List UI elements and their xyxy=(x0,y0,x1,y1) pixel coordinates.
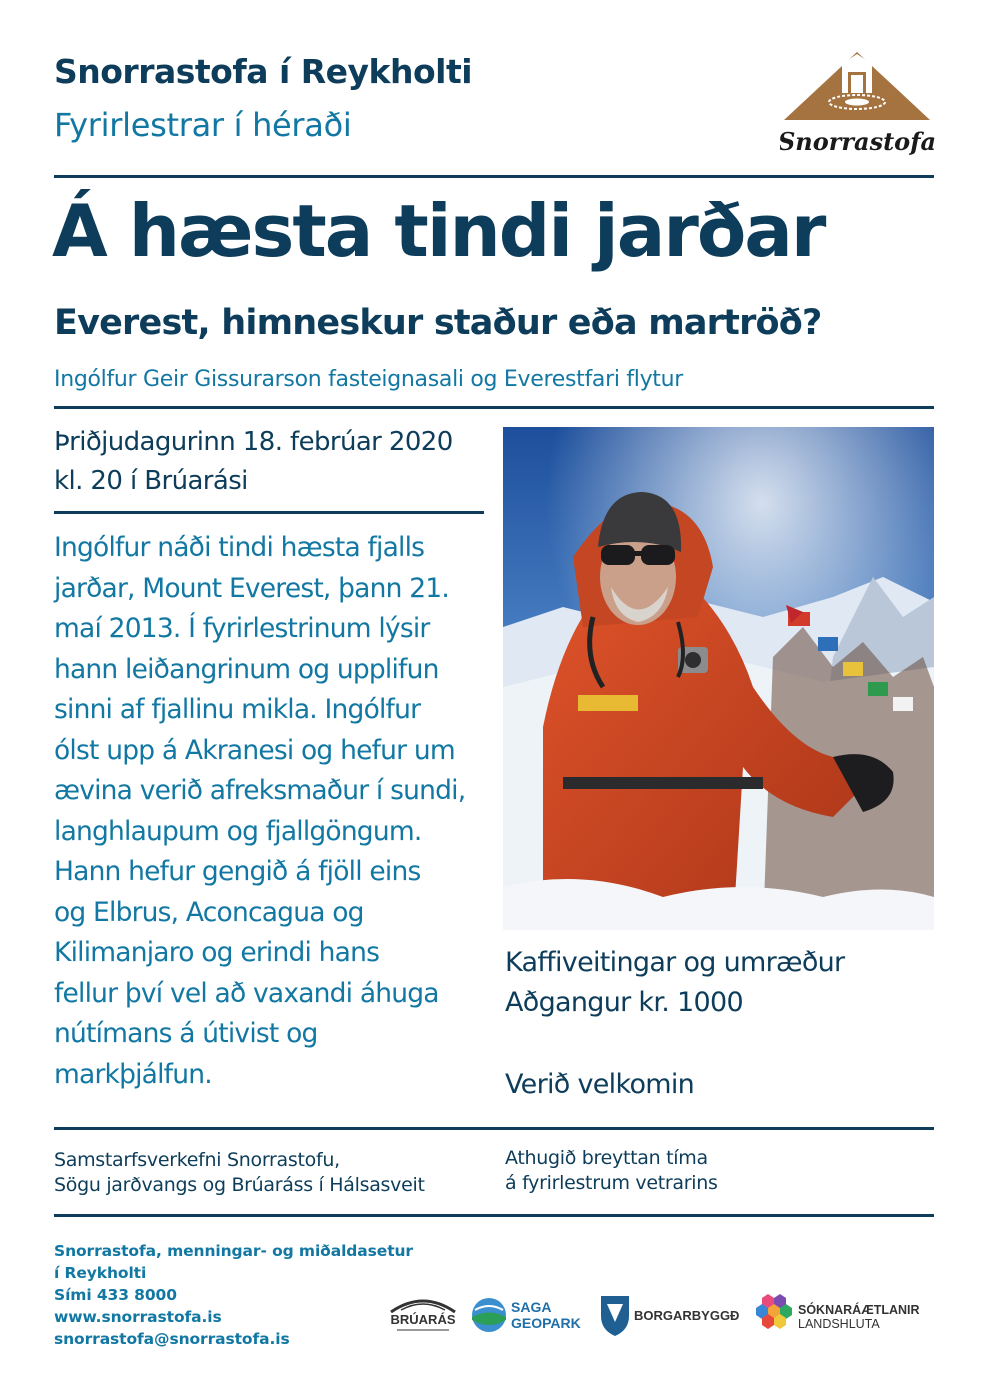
saga-geopark-logo xyxy=(471,1290,586,1340)
description-line: hann leiðangrinum og upplifun xyxy=(54,653,439,685)
event-speaker: Ingólfur Geir Gissurarson fasteignasali og Everestfari flytur xyxy=(54,367,684,392)
description-line: jarðar, Mount Everest, þann 21. xyxy=(54,572,449,604)
event-date: Þriðjudagurinn 18. febrúar 2020 xyxy=(54,427,453,457)
refreshments-text: Kaffiveitingar og umræður xyxy=(505,947,845,978)
description-line: ólst upp á Akranesi og hefur um xyxy=(54,734,455,766)
description-line: Kilimanjaro og erindi hans xyxy=(54,937,380,968)
description-line: nútímans á útivist og xyxy=(54,1018,318,1049)
description-line: Hann hefur gengið á fjöll eins xyxy=(54,856,421,887)
bruaras-text: BRÚARÁS xyxy=(390,1312,456,1327)
divider-top xyxy=(54,175,934,178)
contact-location: í Reykholti xyxy=(54,1264,147,1282)
description-line: markþjálfun. xyxy=(54,1058,212,1090)
logo-text: Snorrastofa xyxy=(780,127,935,156)
event-time-place: kl. 20 í Brúarási xyxy=(54,466,248,496)
welcome-text: Verið velkomin xyxy=(505,1069,695,1100)
divider-date xyxy=(54,511,484,514)
event-description xyxy=(54,528,500,1095)
divider-info xyxy=(54,1127,934,1130)
event-subtitle: Everest, himneskur staður eða martröð? xyxy=(54,303,822,343)
collaboration-text xyxy=(54,1148,425,1198)
divider-title xyxy=(54,406,934,409)
soknaraaetlanir-logo xyxy=(752,1290,936,1340)
org-subtitle: Fyrirlestrar í héraði xyxy=(54,106,352,144)
landshluta-text: LANDSHLUTA xyxy=(798,1317,880,1331)
description-line: ævina verið afreksmaður í sundi, xyxy=(54,775,466,806)
saga-text: SAGA xyxy=(511,1299,552,1315)
collab-line: Sögu jarðvangs og Brúaráss í Hálsasveit xyxy=(54,1174,425,1196)
contact-info xyxy=(54,1240,413,1350)
borgarbyggd-logo xyxy=(598,1290,743,1340)
contact-phone: Sími 433 8000 xyxy=(54,1286,177,1304)
description-line: og Elbrus, Aconcagua og xyxy=(54,896,364,928)
notice-line: á fyrirlestrum vetrarins xyxy=(505,1172,718,1194)
contact-org: Snorrastofa, menningar- og miðaldasetur xyxy=(54,1242,413,1260)
snorrastofa-logo xyxy=(780,50,935,160)
divider-footer xyxy=(54,1214,934,1217)
bruaras-logo xyxy=(383,1290,463,1340)
contact-email-link[interactable]: snorrastofa@snorrastofa.is xyxy=(54,1330,290,1348)
org-title: Snorrastofa í Reykholti xyxy=(54,52,473,91)
climber-photo xyxy=(503,427,934,930)
description-line: sinni af fjallinu mikla. Ingólfur xyxy=(54,694,421,725)
notice-line: Athugið breyttan tíma xyxy=(505,1147,708,1169)
schedule-notice xyxy=(505,1146,718,1196)
description-line: Ingólfur náði tindi hæsta fjalls xyxy=(54,532,425,563)
description-line: fellur því vel að vaxandi áhuga xyxy=(54,977,439,1009)
contact-website-link[interactable]: www.snorrastofa.is xyxy=(54,1308,222,1326)
geopark-text: GEOPARK xyxy=(511,1315,581,1331)
collab-line: Samstarfsverkefni Snorrastofu, xyxy=(54,1149,340,1171)
description-line: maí 2013. Í fyrirlestrinum lýsir xyxy=(54,613,430,644)
description-line: langhlaupum og fjallgöngum. xyxy=(54,815,422,847)
event-title: Á hæsta tindi jarðar xyxy=(52,189,825,273)
borgarbyggd-text: BORGARBYGGÐ xyxy=(634,1308,740,1323)
sokn-text: SÓKNARÁÆTLANIR xyxy=(798,1303,920,1317)
admission-text: Aðgangur kr. 1000 xyxy=(505,987,743,1018)
